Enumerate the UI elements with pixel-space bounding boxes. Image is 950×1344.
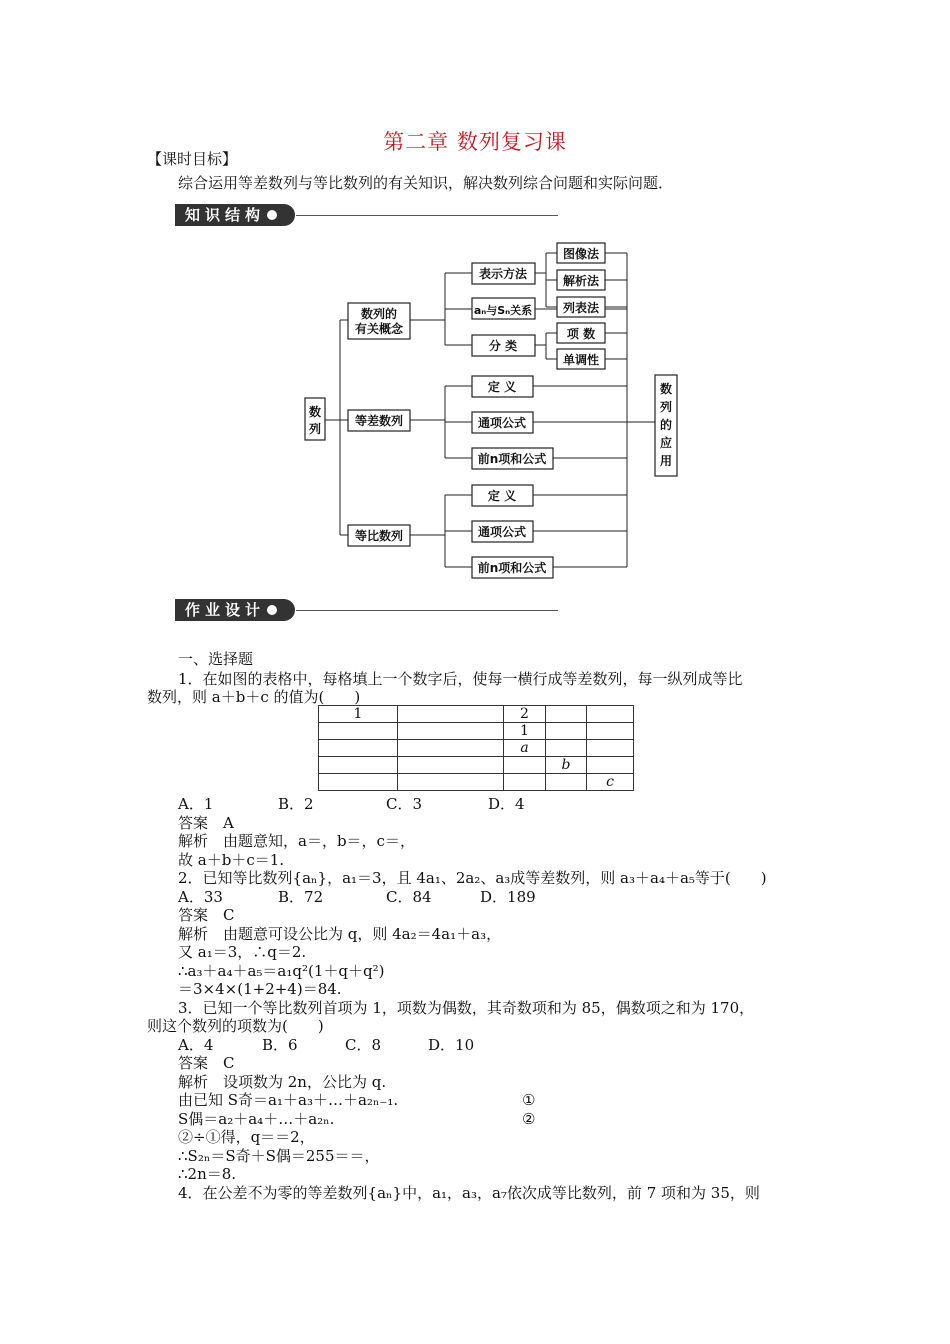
table-row bbox=[319, 757, 634, 774]
q2-solution-line2: 又 a₁＝3，∴q＝2. bbox=[178, 943, 307, 961]
table-cell bbox=[546, 723, 587, 740]
q2-option-a: A．33 bbox=[178, 888, 223, 906]
table-row bbox=[319, 723, 634, 740]
node-arith-sum: 前n项和公式 bbox=[477, 452, 547, 466]
table-cell bbox=[398, 774, 504, 791]
q1-answer: 答案 A bbox=[178, 814, 234, 832]
table-cell bbox=[398, 757, 504, 774]
node-graph: 图像法 bbox=[562, 247, 600, 261]
node-count: 项 数 bbox=[566, 327, 596, 341]
q3-solution-line4: ②÷①得，q＝＝2， bbox=[178, 1128, 315, 1146]
node-analytic: 解析法 bbox=[562, 274, 600, 288]
q3-stem-line1: 3．已知一个等比数列首项为 1，项数为偶数，其奇数项和为 85，偶数项之和为 170， bbox=[178, 999, 755, 1017]
node-root-char1: 数 bbox=[308, 405, 322, 419]
node-classify: 分 类 bbox=[488, 339, 518, 353]
table-cell bbox=[398, 723, 504, 740]
node-arith-def: 定 义 bbox=[487, 380, 517, 394]
table-cell bbox=[398, 706, 504, 723]
table-cell bbox=[587, 706, 634, 723]
q2-answer: 答案 C bbox=[178, 906, 235, 924]
table-cell bbox=[587, 740, 634, 757]
table-cell bbox=[546, 774, 587, 791]
q3-solution-line5: ∴S₂ₙ＝S奇＋S偶＝255＝＝， bbox=[178, 1147, 380, 1165]
node-app-char1: 数 bbox=[659, 382, 673, 396]
node-app-char2: 列 bbox=[659, 400, 673, 414]
knowledge-diagram bbox=[0, 0, 950, 600]
q3-option-b: B．6 bbox=[262, 1036, 298, 1054]
section-intro: 一、选择题 bbox=[178, 650, 254, 668]
q1-solution-line1: 解析 由题意知，a＝，b＝，c＝， bbox=[178, 832, 415, 850]
table-cell: 1 bbox=[319, 706, 398, 723]
table-row bbox=[319, 706, 634, 723]
q3-option-c: C．8 bbox=[345, 1036, 382, 1054]
node-representation: 表示方法 bbox=[478, 267, 528, 281]
table-cell: 2 bbox=[504, 706, 546, 723]
node-geo-general: 通项公式 bbox=[477, 525, 527, 539]
bullet-icon bbox=[267, 605, 277, 615]
table-cell: 1 bbox=[504, 723, 546, 740]
q2-option-d: D．189 bbox=[480, 888, 536, 906]
section-label: 知识结构 bbox=[185, 206, 266, 224]
node-concept-line2: 有关概念 bbox=[354, 322, 404, 336]
node-arith-general: 通项公式 bbox=[477, 416, 527, 430]
q3-solution-line6: ∴2n＝8. bbox=[178, 1165, 237, 1183]
q2-solution-line4: ＝3×4×(1+2+4)＝84. bbox=[178, 980, 342, 998]
node-arith: 等差数列 bbox=[354, 414, 404, 428]
objective-text: 综合运用等差数列与等比数列的有关知识，解决数列综合问题和实际问题． bbox=[178, 174, 674, 192]
table-cell bbox=[319, 774, 398, 791]
objective-heading: 【课时目标】 bbox=[147, 150, 238, 168]
q3-solution-line2: 由已知 S奇＝a₁＋a₃＋…＋a₂ₙ₋₁. bbox=[178, 1091, 399, 1109]
q1-option-c: C．3 bbox=[386, 795, 423, 813]
table-cell bbox=[546, 706, 587, 723]
q2-option-c: C．84 bbox=[386, 888, 432, 906]
q2-stem: 2．已知等比数列{aₙ}，a₁＝3，且 4a₁、2a₂、a₃成等差数列，则 a₃＋a₄＋a₅等于( ) bbox=[178, 869, 767, 887]
table-cell bbox=[504, 757, 546, 774]
q3-solution-line3: S偶＝a₂＋a₄＋…＋a₂ₙ. bbox=[178, 1110, 335, 1128]
node-tabular: 列表法 bbox=[562, 301, 600, 315]
q1-option-b: B．2 bbox=[278, 795, 314, 813]
page-title: 第二章 数列复习课 bbox=[383, 130, 567, 154]
q3-equation-mark-2: ② bbox=[522, 1110, 536, 1128]
q3-option-d: D．10 bbox=[428, 1036, 475, 1054]
node-geo: 等比数列 bbox=[354, 529, 404, 543]
table-cell bbox=[319, 740, 398, 757]
node-root-char2: 列 bbox=[308, 422, 322, 436]
q1-stem-line1: 1．在如图的表格中，每格填上一个数字后，使每一横行成等差数列，每一纵列成等比 bbox=[178, 670, 743, 688]
node-app-char5: 用 bbox=[659, 454, 673, 468]
q1-number-grid bbox=[318, 705, 634, 791]
q1-option-d: D．4 bbox=[488, 795, 525, 813]
q3-equation-mark-1: ① bbox=[522, 1091, 536, 1109]
table-cell bbox=[319, 723, 398, 740]
q3-option-a: A．4 bbox=[178, 1036, 214, 1054]
node-concept-line1: 数列的 bbox=[360, 307, 398, 321]
q2-solution-line1: 解析 由题意可设公比为 q，则 4a₂＝4a₁＋a₃， bbox=[178, 925, 502, 943]
q1-option-a: A．1 bbox=[178, 795, 214, 813]
table-cell: a bbox=[504, 740, 546, 757]
table-cell: b bbox=[546, 757, 587, 774]
q3-solution-line1: 解析 设项数为 2n，公比为 q. bbox=[178, 1073, 387, 1091]
node-relation: aₙ与Sₙ关系 bbox=[473, 304, 533, 317]
section-header-homework bbox=[175, 599, 295, 621]
table-cell bbox=[319, 757, 398, 774]
table-row bbox=[319, 740, 634, 757]
q3-answer: 答案 C bbox=[178, 1054, 235, 1072]
node-app-char4: 应 bbox=[659, 436, 673, 450]
table-cell bbox=[587, 757, 634, 774]
table-cell bbox=[587, 723, 634, 740]
node-geo-def: 定 义 bbox=[487, 489, 517, 503]
q1-solution-line2: 故 a＋b＋c＝1. bbox=[178, 851, 285, 869]
section-label: 作业设计 bbox=[185, 601, 266, 619]
table-cell bbox=[504, 774, 546, 791]
node-monotone: 单调性 bbox=[562, 353, 600, 367]
node-geo-sum: 前n项和公式 bbox=[477, 561, 547, 575]
table-cell bbox=[398, 740, 504, 757]
q2-solution-line3: ∴a₃＋a₄＋a₅＝a₁q²(1＋q＋q²) bbox=[178, 962, 385, 980]
q2-option-b: B．72 bbox=[278, 888, 324, 906]
q3-stem-line2: 则这个数列的项数为( ) bbox=[147, 1017, 324, 1035]
q4-stem: 4．在公差不为零的等差数列{aₙ}中，a₁，a₃，a₇依次成等比数列，前 7 项和为 35，则 bbox=[178, 1184, 760, 1202]
section-divider bbox=[296, 610, 558, 611]
node-app-char3: 的 bbox=[659, 418, 673, 432]
table-cell bbox=[546, 740, 587, 757]
table-cell: c bbox=[587, 774, 634, 791]
table-row bbox=[319, 774, 634, 791]
q1-stem-line2: 数列，则 a＋b＋c 的值为( ) bbox=[147, 688, 361, 706]
